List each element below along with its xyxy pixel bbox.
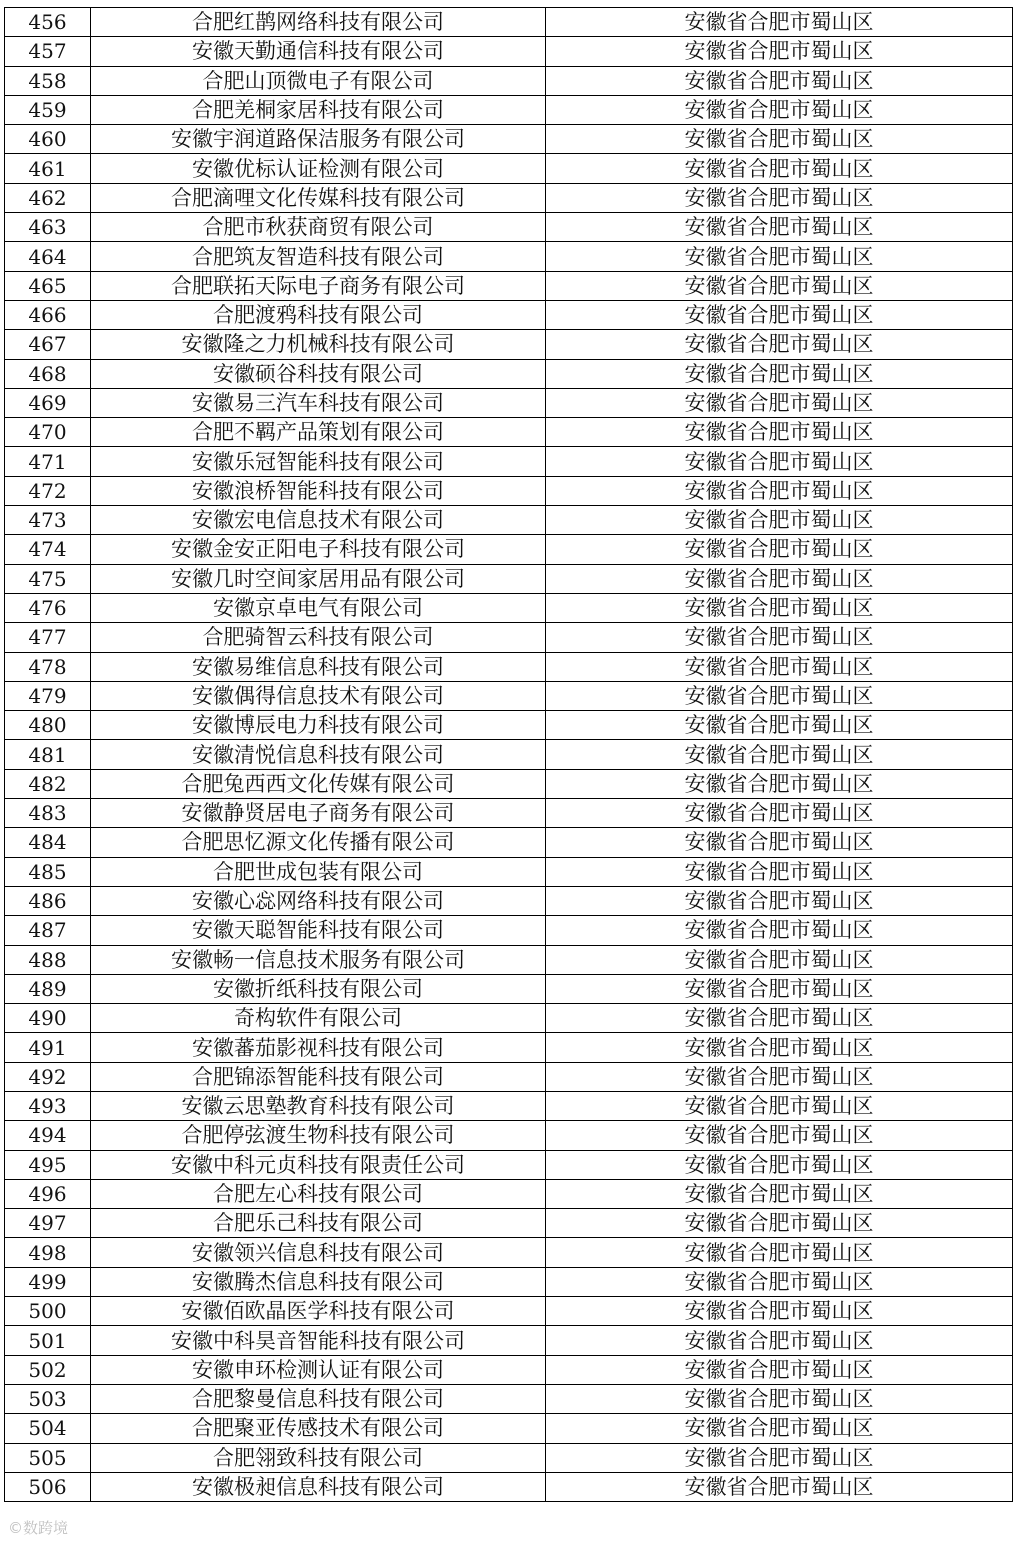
table-row [5,711,1013,740]
table-row [5,213,1013,242]
row-number-cell: 479 [5,681,91,710]
company-name-cell: 合肥山顶微电子有限公司 [91,66,546,95]
table-row [5,799,1013,828]
table-row [5,476,1013,505]
row-number-cell: 482 [5,769,91,798]
company-name-cell: 安徽宏电信息技术有限公司 [91,506,546,535]
table-row [5,564,1013,593]
region-cell: 安徽省合肥市蜀山区 [546,506,1013,535]
table-row [5,330,1013,359]
company-name-cell: 合肥锦添智能科技有限公司 [91,1062,546,1091]
row-number-cell: 456 [5,8,91,37]
table-row [5,66,1013,95]
region-cell: 安徽省合肥市蜀山区 [546,183,1013,212]
row-number-cell: 460 [5,125,91,154]
region-cell: 安徽省合肥市蜀山区 [546,388,1013,417]
table-row [5,1238,1013,1267]
company-name-cell: 安徽隆之力机械科技有限公司 [91,330,546,359]
region-cell: 安徽省合肥市蜀山区 [546,769,1013,798]
table-row [5,1209,1013,1238]
company-name-cell: 安徽京卓电气有限公司 [91,593,546,622]
region-cell: 安徽省合肥市蜀山区 [546,1267,1013,1296]
table-row [5,1033,1013,1062]
region-cell: 安徽省合肥市蜀山区 [546,1384,1013,1413]
region-cell: 安徽省合肥市蜀山区 [546,1355,1013,1384]
row-number-cell: 506 [5,1472,91,1501]
company-name-cell: 合肥红鹊网络科技有限公司 [91,8,546,37]
table-row [5,1326,1013,1355]
row-number-cell: 497 [5,1209,91,1238]
company-name-cell: 奇构软件有限公司 [91,1004,546,1033]
table-row [5,271,1013,300]
region-cell: 安徽省合肥市蜀山区 [546,1179,1013,1208]
company-name-cell: 安徽折纸科技有限公司 [91,974,546,1003]
company-name-cell: 合肥乐己科技有限公司 [91,1209,546,1238]
company-name-cell: 安徽博辰电力科技有限公司 [91,711,546,740]
region-cell: 安徽省合肥市蜀山区 [546,154,1013,183]
region-cell: 安徽省合肥市蜀山区 [546,1121,1013,1150]
row-number-cell: 480 [5,711,91,740]
table-row [5,652,1013,681]
company-name-cell: 安徽申环检测认证有限公司 [91,1355,546,1384]
company-name-cell: 安徽偶得信息技术有限公司 [91,681,546,710]
row-number-cell: 492 [5,1062,91,1091]
table-row [5,1004,1013,1033]
company-name-cell: 合肥骑智云科技有限公司 [91,623,546,652]
row-number-cell: 457 [5,37,91,66]
region-cell: 安徽省合肥市蜀山区 [546,1209,1013,1238]
table-row [5,945,1013,974]
table-row [5,1062,1013,1091]
table-row [5,886,1013,915]
region-cell: 安徽省合肥市蜀山区 [546,66,1013,95]
row-number-cell: 485 [5,857,91,886]
region-cell: 安徽省合肥市蜀山区 [546,447,1013,476]
table-row [5,447,1013,476]
region-cell: 安徽省合肥市蜀山区 [546,330,1013,359]
company-name-cell: 合肥联拓天际电子商务有限公司 [91,271,546,300]
table-row [5,740,1013,769]
company-name-cell: 合肥黎曼信息科技有限公司 [91,1384,546,1413]
row-number-cell: 490 [5,1004,91,1033]
row-number-cell: 462 [5,183,91,212]
table-row [5,593,1013,622]
company-name-cell: 合肥兔西西文化传媒有限公司 [91,769,546,798]
company-name-cell: 安徽静贤居电子商务有限公司 [91,799,546,828]
company-name-cell: 安徽易三汽车科技有限公司 [91,388,546,417]
company-name-cell: 合肥筑友智造科技有限公司 [91,242,546,271]
row-number-cell: 487 [5,916,91,945]
row-number-cell: 501 [5,1326,91,1355]
table-row [5,1150,1013,1179]
row-number-cell: 491 [5,1033,91,1062]
region-cell: 安徽省合肥市蜀山区 [546,945,1013,974]
region-cell: 安徽省合肥市蜀山区 [546,974,1013,1003]
company-name-cell: 安徽中科昊音智能科技有限公司 [91,1326,546,1355]
row-number-cell: 473 [5,506,91,535]
company-name-cell: 合肥世成包装有限公司 [91,857,546,886]
company-name-cell: 合肥翎致科技有限公司 [91,1443,546,1472]
region-cell: 安徽省合肥市蜀山区 [546,1297,1013,1326]
table-row [5,37,1013,66]
row-number-cell: 471 [5,447,91,476]
row-number-cell: 489 [5,974,91,1003]
row-number-cell: 478 [5,652,91,681]
company-name-cell: 合肥不羁产品策划有限公司 [91,418,546,447]
row-number-cell: 504 [5,1414,91,1443]
table-row [5,1414,1013,1443]
region-cell: 安徽省合肥市蜀山区 [546,1033,1013,1062]
table-row [5,1267,1013,1296]
region-cell: 安徽省合肥市蜀山区 [546,1004,1013,1033]
row-number-cell: 461 [5,154,91,183]
company-name-cell: 安徽宇润道路保洁服务有限公司 [91,125,546,154]
table-row [5,95,1013,124]
region-cell: 安徽省合肥市蜀山区 [546,418,1013,447]
table-row [5,1355,1013,1384]
company-name-cell: 安徽云思塾教育科技有限公司 [91,1091,546,1120]
region-cell: 安徽省合肥市蜀山区 [546,711,1013,740]
region-cell: 安徽省合肥市蜀山区 [546,213,1013,242]
row-number-cell: 463 [5,213,91,242]
row-number-cell: 469 [5,388,91,417]
row-number-cell: 459 [5,95,91,124]
table-row [5,1091,1013,1120]
region-cell: 安徽省合肥市蜀山区 [546,857,1013,886]
region-cell: 安徽省合肥市蜀山区 [546,8,1013,37]
region-cell: 安徽省合肥市蜀山区 [546,125,1013,154]
region-cell: 安徽省合肥市蜀山区 [546,1472,1013,1501]
company-list-table [4,7,1013,1502]
table-row [5,154,1013,183]
row-number-cell: 495 [5,1150,91,1179]
region-cell: 安徽省合肥市蜀山区 [546,1414,1013,1443]
row-number-cell: 477 [5,623,91,652]
row-number-cell: 465 [5,271,91,300]
company-name-cell: 安徽优标认证检测有限公司 [91,154,546,183]
region-cell: 安徽省合肥市蜀山区 [546,652,1013,681]
region-cell: 安徽省合肥市蜀山区 [546,623,1013,652]
table-row [5,388,1013,417]
region-cell: 安徽省合肥市蜀山区 [546,359,1013,388]
row-number-cell: 493 [5,1091,91,1120]
row-number-cell: 494 [5,1121,91,1150]
company-name-cell: 安徽天勤通信科技有限公司 [91,37,546,66]
company-name-cell: 合肥停弦渡生物科技有限公司 [91,1121,546,1150]
table-row [5,1179,1013,1208]
company-name-cell: 安徽硕谷科技有限公司 [91,359,546,388]
row-number-cell: 500 [5,1297,91,1326]
table-row [5,1443,1013,1472]
table-row [5,1297,1013,1326]
company-name-cell: 安徽中科元贞科技有限责任公司 [91,1150,546,1179]
region-cell: 安徽省合肥市蜀山区 [546,476,1013,505]
region-cell: 安徽省合肥市蜀山区 [546,593,1013,622]
company-name-cell: 安徽领兴信息科技有限公司 [91,1238,546,1267]
row-number-cell: 502 [5,1355,91,1384]
table-row [5,857,1013,886]
region-cell: 安徽省合肥市蜀山区 [546,740,1013,769]
region-cell: 安徽省合肥市蜀山区 [546,1062,1013,1091]
row-number-cell: 468 [5,359,91,388]
region-cell: 安徽省合肥市蜀山区 [546,1238,1013,1267]
row-number-cell: 503 [5,1384,91,1413]
table-row [5,125,1013,154]
region-cell: 安徽省合肥市蜀山区 [546,681,1013,710]
table-row [5,1472,1013,1501]
row-number-cell: 470 [5,418,91,447]
company-name-cell: 安徽腾杰信息科技有限公司 [91,1267,546,1296]
company-name-cell: 安徽几时空间家居用品有限公司 [91,564,546,593]
region-cell: 安徽省合肥市蜀山区 [546,799,1013,828]
region-cell: 安徽省合肥市蜀山区 [546,271,1013,300]
company-name-cell: 安徽极昶信息科技有限公司 [91,1472,546,1501]
company-name-cell: 安徽乐冠智能科技有限公司 [91,447,546,476]
row-number-cell: 475 [5,564,91,593]
region-cell: 安徽省合肥市蜀山区 [546,886,1013,915]
row-number-cell: 498 [5,1238,91,1267]
table-row [5,300,1013,329]
region-cell: 安徽省合肥市蜀山区 [546,1150,1013,1179]
company-name-cell: 安徽天聪智能科技有限公司 [91,916,546,945]
table-row [5,242,1013,271]
region-cell: 安徽省合肥市蜀山区 [546,564,1013,593]
row-number-cell: 467 [5,330,91,359]
row-number-cell: 496 [5,1179,91,1208]
region-cell: 安徽省合肥市蜀山区 [546,828,1013,857]
region-cell: 安徽省合肥市蜀山区 [546,1091,1013,1120]
region-cell: 安徽省合肥市蜀山区 [546,1443,1013,1472]
row-number-cell: 481 [5,740,91,769]
table-body [5,8,1013,1502]
row-number-cell: 474 [5,535,91,564]
table-row [5,1121,1013,1150]
table-row [5,8,1013,37]
row-number-cell: 484 [5,828,91,857]
region-cell: 安徽省合肥市蜀山区 [546,37,1013,66]
table-row [5,623,1013,652]
row-number-cell: 464 [5,242,91,271]
row-number-cell: 476 [5,593,91,622]
region-cell: 安徽省合肥市蜀山区 [546,242,1013,271]
table-row [5,1384,1013,1413]
table-row [5,769,1013,798]
region-cell: 安徽省合肥市蜀山区 [546,95,1013,124]
company-name-cell: 合肥滴哩文化传媒科技有限公司 [91,183,546,212]
table-row [5,681,1013,710]
row-number-cell: 486 [5,886,91,915]
company-name-cell: 安徽金安正阳电子科技有限公司 [91,535,546,564]
row-number-cell: 472 [5,476,91,505]
company-name-cell: 合肥左心科技有限公司 [91,1179,546,1208]
company-name-cell: 安徽清悦信息科技有限公司 [91,740,546,769]
row-number-cell: 505 [5,1443,91,1472]
region-cell: 安徽省合肥市蜀山区 [546,916,1013,945]
company-name-cell: 安徽易维信息科技有限公司 [91,652,546,681]
company-name-cell: 安徽蕃茄影视科技有限公司 [91,1033,546,1062]
region-cell: 安徽省合肥市蜀山区 [546,1326,1013,1355]
row-number-cell: 488 [5,945,91,974]
company-name-cell: 安徽心惢网络科技有限公司 [91,886,546,915]
table-row [5,418,1013,447]
table-row [5,916,1013,945]
company-name-cell: 安徽浪桥智能科技有限公司 [91,476,546,505]
row-number-cell: 458 [5,66,91,95]
company-name-cell: 合肥思忆源文化传播有限公司 [91,828,546,857]
table-row [5,359,1013,388]
company-name-cell: 合肥渡鸦科技有限公司 [91,300,546,329]
company-name-cell: 合肥聚亚传感技术有限公司 [91,1414,546,1443]
table-row [5,506,1013,535]
row-number-cell: 466 [5,300,91,329]
table-row [5,974,1013,1003]
company-name-cell: 合肥市秋获商贸有限公司 [91,213,546,242]
company-name-cell: 安徽畅一信息技术服务有限公司 [91,945,546,974]
region-cell: 安徽省合肥市蜀山区 [546,535,1013,564]
table-row [5,183,1013,212]
table-row [5,828,1013,857]
region-cell: 安徽省合肥市蜀山区 [546,300,1013,329]
company-name-cell: 合肥羌桐家居科技有限公司 [91,95,546,124]
table-row [5,535,1013,564]
row-number-cell: 499 [5,1267,91,1296]
watermark: ©数跨境 [8,1519,69,1537]
row-number-cell: 483 [5,799,91,828]
company-name-cell: 安徽佰欧晶医学科技有限公司 [91,1297,546,1326]
